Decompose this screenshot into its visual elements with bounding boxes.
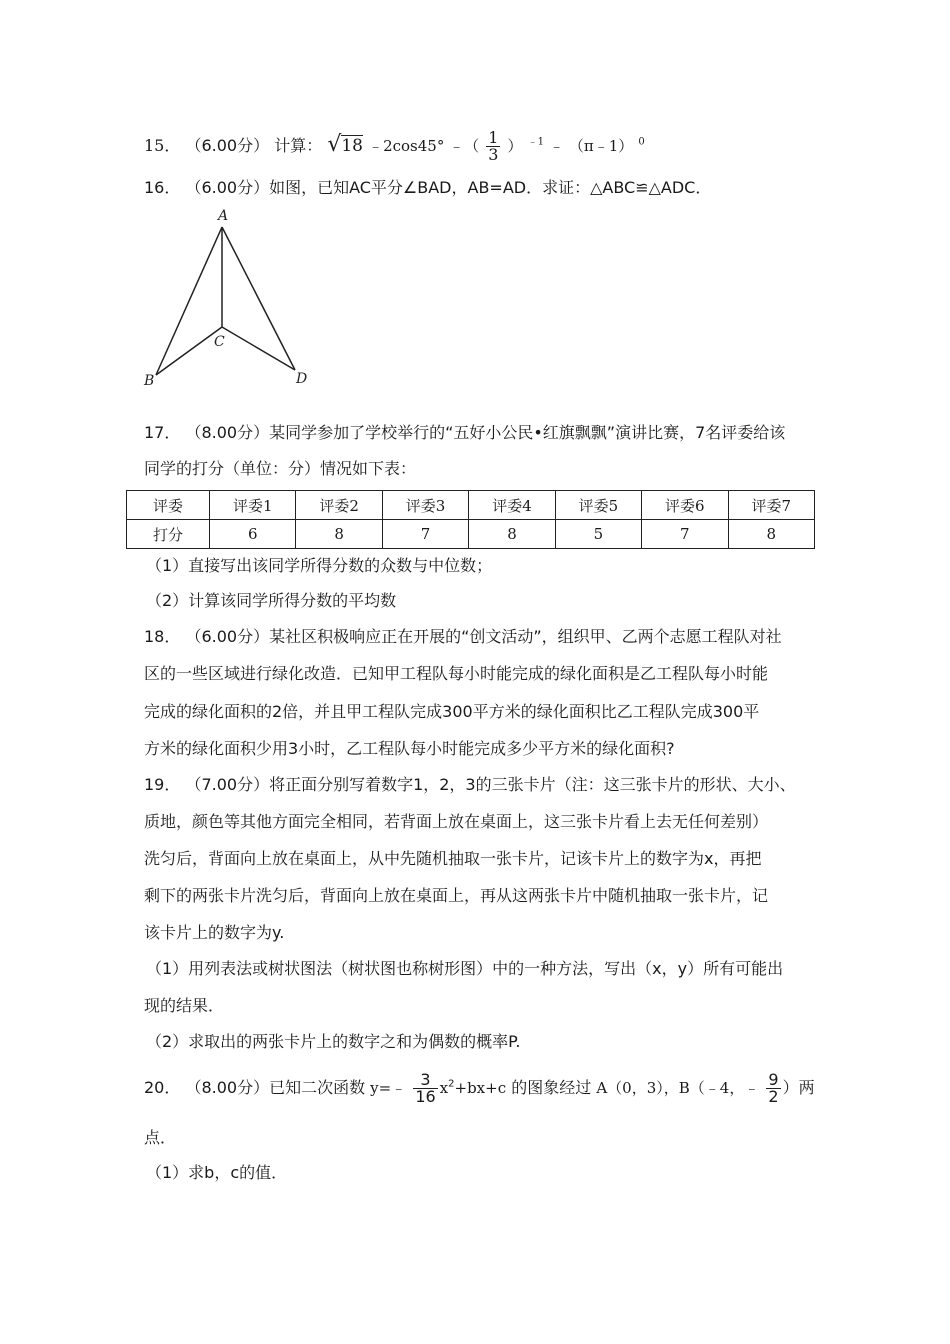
q20-poly-rest: +bx+c xyxy=(454,1079,507,1097)
sqrt-argument: 18 xyxy=(341,136,363,156)
q19-line: 质地，颜色等其他方面完全相同，若背面上放在桌面上，这三张卡片看上去无任何差别） xyxy=(144,812,769,831)
exponent-two: 2 xyxy=(448,1078,455,1090)
q20-tail: ）两 xyxy=(782,1078,815,1097)
triangle-figure xyxy=(140,205,320,390)
table-cell: 评委1 xyxy=(210,491,296,520)
q15-part3: ） xyxy=(507,137,523,155)
fraction-numerator: 9 xyxy=(768,1070,779,1089)
table-cell: 评委5 xyxy=(555,491,641,520)
q19-sub1-line1: （1）用列表法或树状图法（树状图也称树形图）中的一种方法，写出（x，y）所有可能出 xyxy=(146,959,784,978)
q17-line1: 17． （8.00分）某同学参加了学校举行的“五好小公民•红旗飘飘”演讲比赛，7名评委给该 xyxy=(144,423,786,442)
q18-line: 18． （6.00分）某社区积极响应正在开展的“创文活动”，组织甲、乙两个志愿工程队对社 xyxy=(144,627,782,646)
exponent-zero: 0 xyxy=(638,136,645,148)
q20-line1 xyxy=(144,1072,815,1105)
table-cell: 8 xyxy=(469,520,555,549)
table-cell: 7 xyxy=(382,520,468,549)
q18-line: 区的一些区域进行绿化改造．已知甲工程队每小时能完成的绿化面积是乙工程队每小时能 xyxy=(144,664,769,683)
q20-line2: 点． xyxy=(144,1128,177,1147)
label-a: A xyxy=(218,208,229,224)
q15-part2: ﹣2cos45° ﹣（ xyxy=(368,137,480,155)
q15-line xyxy=(144,130,645,163)
q20-head: 20． （8.00分）已知二次函数 xyxy=(144,1078,366,1097)
table-cell: 8 xyxy=(296,520,382,549)
table-cell: 7 xyxy=(642,520,728,549)
q19-line: 19． （7.00分）将正面分别写着数字1，2，3的三张卡片（注：这三张卡片的形状、大小、 xyxy=(144,775,796,794)
label-d: D xyxy=(296,371,308,387)
q19-line: 洗匀后，背面向上放在桌面上，从中先随机抽取一张卡片，记该卡片上的数字为x，再把 xyxy=(144,849,762,868)
q19-sub2: （2）求取出的两张卡片上的数字之和为偶数的概率P. xyxy=(146,1032,521,1051)
q20-y-eq: y=﹣ xyxy=(370,1079,407,1097)
q18-line: 完成的绿化面积的2倍，并且甲工程队完成300平方米的绿化面积比乙工程队完成300平 xyxy=(144,702,760,721)
q19-line: 该卡片上的数字为y. xyxy=(144,923,285,942)
q15-part4: ﹣ （π﹣1） xyxy=(549,137,634,155)
q15-score: （6.00分） xyxy=(185,136,270,155)
fraction-three-sixteenths xyxy=(413,1072,437,1105)
q20-sub1: （1）求b，c的值． xyxy=(146,1163,288,1182)
fraction-denominator: 16 xyxy=(415,1087,436,1106)
label-b: B xyxy=(144,373,155,389)
q20-mid: 的图象经过 xyxy=(511,1078,592,1097)
table-header-row xyxy=(127,491,815,520)
q18-line: 方米的绿化面积少用3小时，乙工程队每小时能完成多少平方米的绿化面积? xyxy=(144,739,675,758)
q19-sub1-line2: 现的结果． xyxy=(144,996,225,1015)
table-cell: 评委7 xyxy=(728,491,814,520)
fraction-denominator: 2 xyxy=(768,1087,779,1106)
table-row xyxy=(127,520,815,549)
fraction-numerator: 1 xyxy=(488,128,499,147)
q15-number: 15． xyxy=(144,136,181,155)
q17-sub1: （1）直接写出该同学所得分数的众数与中位数； xyxy=(146,556,493,575)
fraction-one-third xyxy=(486,130,500,163)
fraction-denominator: 3 xyxy=(488,145,499,164)
q17-line2: 同学的打分（单位：分）情况如下表： xyxy=(144,459,417,478)
segment-ab xyxy=(156,227,222,375)
sqrt-symbol: √ xyxy=(327,132,342,157)
fraction-nine-halves xyxy=(766,1072,780,1105)
table-cell: 评委3 xyxy=(382,491,468,520)
table-cell: 评委4 xyxy=(469,491,555,520)
table-cell: 评委2 xyxy=(296,491,382,520)
table-cell: 打分 xyxy=(127,520,210,549)
table-cell: 5 xyxy=(555,520,641,549)
q15-prefix: 计算： xyxy=(274,136,323,155)
q16-text: 16． （6.00分）如图，已知AC平分∠BAD，AB=AD．求证：△ABC≌△ADC． xyxy=(144,178,712,197)
table-cell: 8 xyxy=(728,520,814,549)
score-table xyxy=(126,490,815,549)
label-c: C xyxy=(214,334,225,350)
q17-sub2: （2）计算该同学所得分数的平均数 xyxy=(146,591,397,610)
table-cell: 评委6 xyxy=(642,491,728,520)
exponent-neg-one: ﹣1 xyxy=(527,136,544,148)
q20-poly: x xyxy=(439,1079,449,1097)
table-cell: 6 xyxy=(210,520,296,549)
q19-line: 剩下的两张卡片洗匀后，背面向上放在桌面上，再从这两张卡片中随机抽取一张卡片，记 xyxy=(144,886,769,905)
table-cell: 评委 xyxy=(127,491,210,520)
fraction-numerator: 3 xyxy=(413,1072,437,1089)
q20-points: A（0，3），B（﹣4，﹣ xyxy=(596,1079,760,1097)
